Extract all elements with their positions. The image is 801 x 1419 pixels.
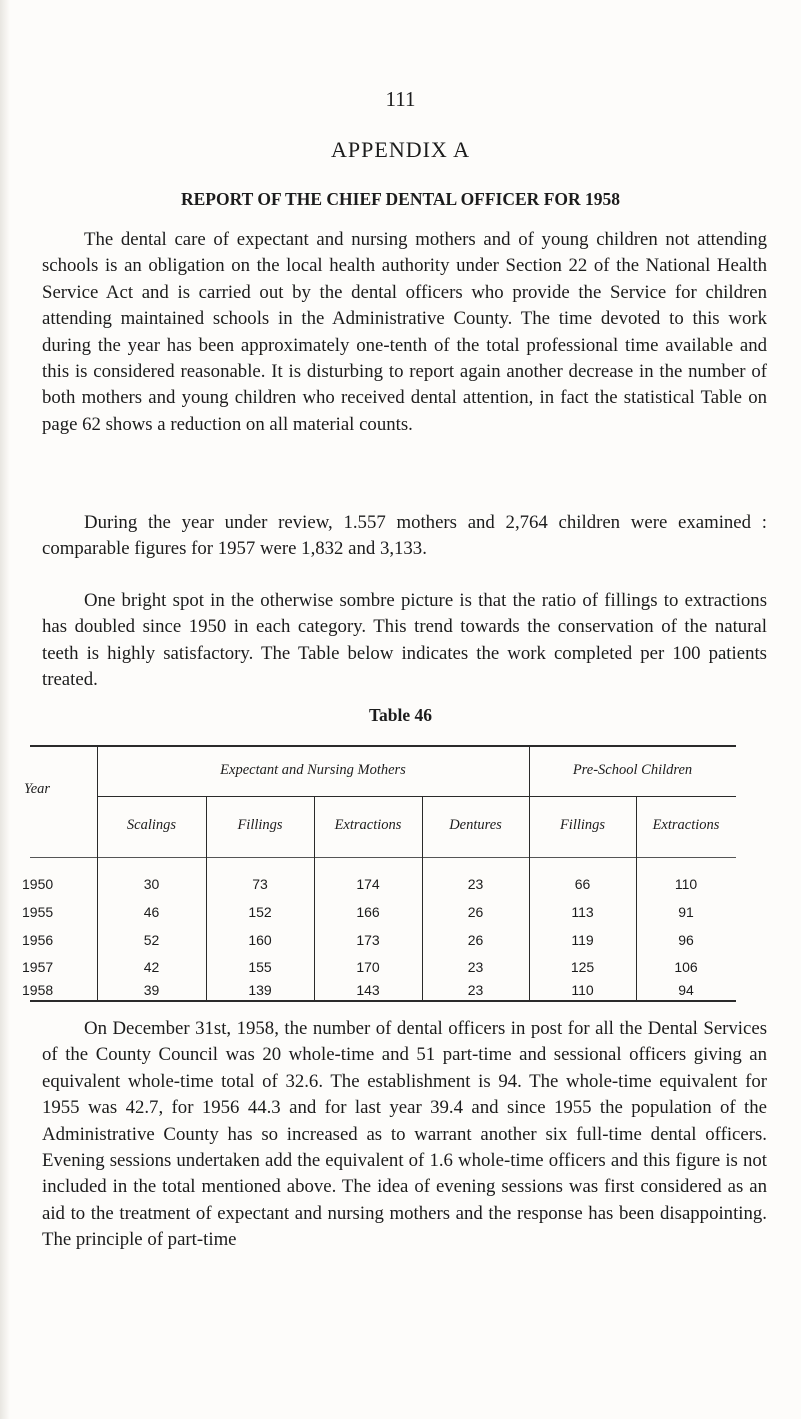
mothers-group-header: Expectant and Nursing Mothers <box>220 762 406 778</box>
paragraph-dental-care: The dental care of expectant and nursing mothers and of young children not attending schools is an obligation on the local health authority under Section 22 of the National Health Service Act and is carried out by the dental officers who provide the Service for children attending maintained schools in the Administrative County. The time devoted to this work during the year has been approximately one-tenth of the total professional time available and this is considered reasonable. It is disturbing to report again another decrease in the number of both mothers and young children who received dental attention, in fact the statistical Table on page 62 shows a reduction on all material counts. <box>42 229 767 435</box>
column-header-extractions: Extractions <box>334 817 402 833</box>
table-divider-2 <box>314 796 315 1000</box>
table-cell: 26 <box>467 932 484 948</box>
table-divider-year <box>97 745 98 1000</box>
report-title: REPORT OF THE CHIEF DENTAL OFFICER FOR 1958 <box>180 189 621 209</box>
year-header: Year <box>24 781 51 797</box>
group-header-rule <box>97 796 736 797</box>
table-caption: Table 46 <box>368 705 433 725</box>
table-cell: 143 <box>356 982 380 998</box>
table-bottom-rule <box>30 1000 736 1002</box>
table-cell: 152 <box>248 904 272 920</box>
table-cell: 170 <box>356 959 380 975</box>
table-cell: 66 <box>574 876 591 892</box>
column-header-dentures: Dentures <box>449 817 502 833</box>
paragraph-examined: During the year under review, 1.557 mothers and 2,764 children were examined : comparable figures for 1957 were 1,832 and 3,133. <box>42 512 767 560</box>
table-cell: 106 <box>674 959 698 975</box>
table-cell: 125 <box>570 959 595 975</box>
table-cell: 110 <box>674 876 698 892</box>
table-cell: 94 <box>678 982 694 998</box>
table-divider-3 <box>422 796 423 1000</box>
column-header-preschool-extractions: Extractions <box>652 817 720 833</box>
header-bottom-rule <box>30 857 736 858</box>
table-cell: 26 <box>467 904 484 920</box>
children-group-header: Pre-School Children <box>572 762 693 778</box>
paragraph-dental-officers: On December 31st, 1958, the number of dental officers in post for all the Dental Services of the County Council was 20 whole-time and 51 part-time and sessional officers giving an equivalent whole-time total of 32.6. The establishment is 94. The whole-time equivalent for 1955 was 42.7, for 1956 44.3 and for last year 39.4 and since 1955 the population of the Administrative County has so increased as to warrant another six full-time dental officers. Evening sessions undertaken add the equivalent of 1.6 whole-time officers and this figure is not included in the total mentioned above. The idea of evening sessions was first considered as an aid to the treatment of expectant and nursing mothers and the response has been disappointing. The principle of part-time <box>42 1018 767 1251</box>
table-top-rule <box>30 745 736 747</box>
page-number: 111 <box>385 87 416 111</box>
table-cell: 42 <box>143 959 160 975</box>
table-cell: 166 <box>356 904 380 920</box>
row-year: 1955 <box>22 904 54 920</box>
table-cell: 46 <box>143 904 160 920</box>
paragraph-ratio: One bright spot in the otherwise sombre picture is that the ratio of fillings to extractions has doubled since 1950 in each category. This trend towards the conservation of the natural teeth is highly satisfactory. The Table below indicates the work completed per 100 patients treated. <box>42 590 767 691</box>
row-year: 1957 <box>22 959 54 975</box>
table-cell: 139 <box>248 982 272 998</box>
table-cell: 73 <box>252 876 268 892</box>
table-cell: 113 <box>571 904 594 920</box>
table-cell: 23 <box>467 982 484 998</box>
column-header-preschool-fillings: Fillings <box>559 817 606 833</box>
table-cell: 39 <box>143 982 160 998</box>
table-divider-1 <box>206 796 207 1000</box>
table-cell: 23 <box>467 959 484 975</box>
table-cell: 23 <box>467 876 484 892</box>
row-year: 1950 <box>22 876 54 892</box>
table-cell: 91 <box>678 904 694 920</box>
table-cell: 96 <box>678 932 694 948</box>
appendix-heading: APPENDIX A <box>331 137 470 162</box>
row-year: 1958 <box>22 982 54 998</box>
table-cell: 155 <box>248 959 272 975</box>
table-cell: 160 <box>248 932 272 948</box>
table-divider-5 <box>636 796 637 1000</box>
column-header-fillings: Fillings <box>237 817 283 833</box>
table-divider-group <box>529 745 530 1000</box>
table-cell: 30 <box>143 876 160 892</box>
table-cell: 110 <box>571 982 594 998</box>
column-header-scalings: Scalings <box>126 817 177 833</box>
table-cell: 52 <box>143 932 160 948</box>
row-year: 1956 <box>22 932 54 948</box>
table-cell: 174 <box>356 876 380 892</box>
table-cell: 173 <box>356 932 380 948</box>
table-cell: 119 <box>571 932 594 948</box>
